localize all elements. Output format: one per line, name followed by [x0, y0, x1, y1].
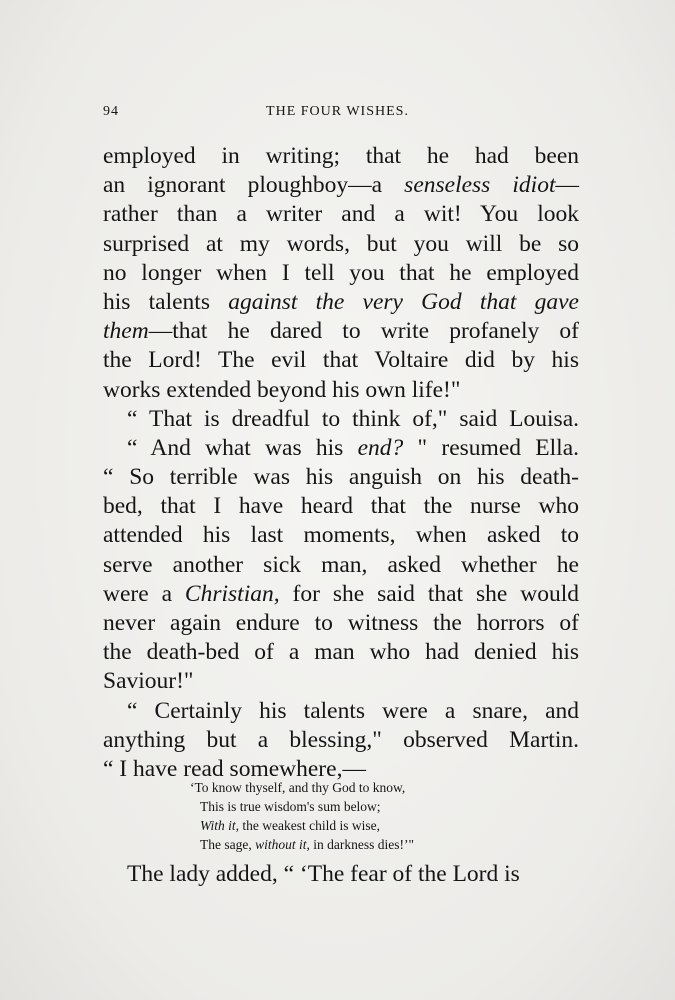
text-line: [103, 726, 579, 755]
text-line: [103, 405, 579, 434]
text-run: ‘To know thyself, and thy God to know,: [190, 780, 406, 795]
text-run: attended his last moments, when asked to: [103, 522, 579, 549]
text-line: [103, 171, 579, 200]
text-run: serve another sick man, asked whether he: [103, 551, 579, 578]
text-line: [103, 230, 579, 259]
text-line: [103, 638, 579, 667]
italic-text: senseless idiot: [404, 172, 556, 199]
text-line: [103, 551, 579, 580]
text-run: no longer when I tell you that he employed: [103, 259, 579, 286]
text-run: the Lord! The evil that Voltaire did by his: [103, 347, 579, 374]
text-run: the weakest child is wise,: [239, 818, 380, 833]
poem-line: [190, 778, 510, 797]
poem-line: [190, 797, 510, 816]
text-run: This is true wisdom's sum below;: [200, 799, 381, 814]
text-run: for she said that she would: [279, 580, 579, 607]
text-run: “ That is dreadful to think of," said Louisa.: [127, 405, 579, 432]
text-line: [103, 288, 579, 317]
text-run: in darkness dies!’": [309, 837, 414, 852]
italic-text: end?: [357, 434, 404, 461]
text-run: rather than a writer and a wit! You look: [103, 201, 579, 228]
text-line: [103, 609, 579, 638]
text-line: [103, 376, 579, 405]
text-line: [103, 346, 579, 375]
text-run: works extended beyond his own life!": [103, 376, 461, 403]
closing-line: [103, 860, 579, 889]
italic-text: them: [103, 318, 149, 345]
text-run: “ Certainly his talents were a snare, and: [127, 697, 579, 724]
text-run: the death-bed of a man who had denied his: [103, 639, 579, 666]
italic-text: against the very God that gave: [228, 288, 579, 315]
text-run: Saviour!": [103, 668, 194, 695]
text-run: bed, that I have heard that the nurse who: [103, 493, 579, 520]
body-text: [103, 142, 579, 784]
text-run: his talents: [103, 288, 229, 315]
text-run: “ So terrible was his anguish on his death-: [103, 464, 579, 491]
italic-text: Christian,: [184, 580, 280, 607]
poem-line: [190, 816, 510, 835]
text-line: [103, 463, 579, 492]
italic-text: With it,: [200, 818, 240, 833]
running-title: THE FOUR WISHES.: [266, 104, 409, 119]
text-line: [103, 142, 579, 171]
text-line: [103, 492, 579, 521]
poem-line: [190, 835, 510, 854]
closing-text: The lady added, “ ‘The fear of the Lord is: [127, 861, 520, 887]
text-run: employed in writing; that he had been: [103, 143, 579, 169]
italic-text: without it,: [255, 837, 310, 852]
text-run: " resumed Ella.: [403, 434, 579, 461]
text-run: an ignorant ploughboy—a: [103, 172, 405, 199]
text-run: anything but a blessing," observed Martin.: [103, 726, 579, 753]
text-line: [103, 259, 579, 288]
text-run: —: [555, 172, 579, 199]
text-line: [103, 580, 579, 609]
text-line: [103, 434, 579, 463]
poem-quote: [190, 778, 510, 854]
text-run: were a: [103, 580, 185, 607]
page-header: [0, 104, 675, 124]
text-line: [103, 521, 579, 550]
text-line: [103, 200, 579, 229]
text-run: —that he dared to write profanely of: [148, 318, 579, 345]
text-line: [103, 317, 579, 346]
text-run: The sage,: [200, 837, 256, 852]
text-line: [103, 697, 579, 726]
text-run: “ And what was his: [127, 434, 358, 461]
page-number: 94: [103, 104, 119, 119]
text-run: surprised at my words, but you will be so: [103, 230, 579, 257]
text-run: never again endure to witness the horrors of: [103, 610, 579, 636]
text-run: “ I have read somewhere,—: [103, 755, 366, 782]
text-line: [103, 667, 579, 696]
